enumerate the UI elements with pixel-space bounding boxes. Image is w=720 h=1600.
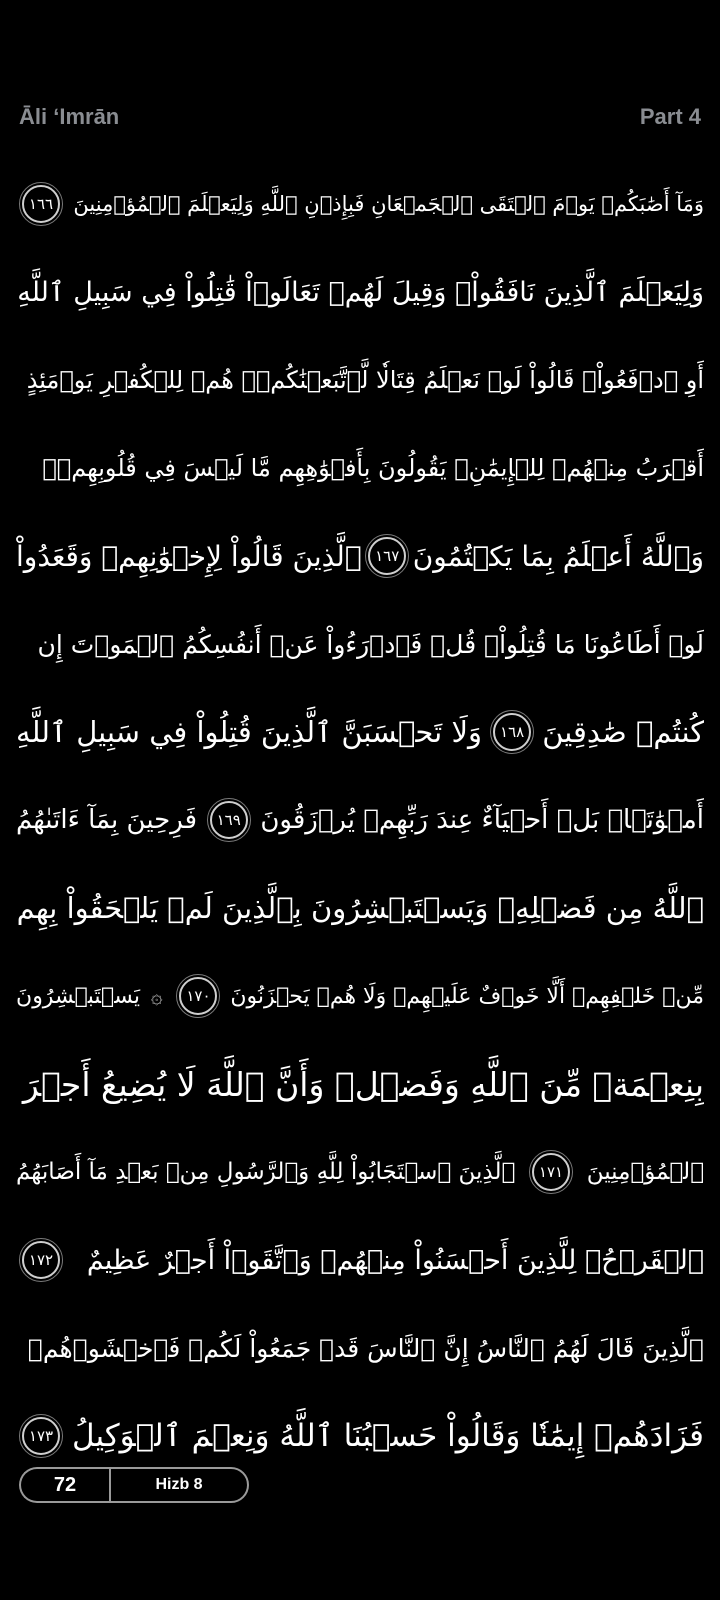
- hizb-badge[interactable]: [109, 1467, 249, 1503]
- verse-text[interactable]: وَمَآ أَصَٰبَكُمۡ يَوۡمَ ٱلۡتَقَى ٱلۡجَمۡعَانِ فَبِإِذۡنِ ٱللَّهِ وَلِيَعۡلَمَ ٱلۡمُؤۡمِنِينَ: [73, 192, 704, 216]
- verse-text[interactable]: ٱلَّذِينَ ٱسۡتَجَابُواْ لِلَّهِ وَٱلرَّسُولِ مِنۢ بَعۡدِ مَآ أَصَابَهُمُ: [16, 1159, 516, 1185]
- ayah-number-marker[interactable]: ١٦٦: [22, 185, 60, 223]
- ayah-number-marker[interactable]: ١٧٠: [179, 977, 217, 1015]
- verse-line[interactable]: [16, 424, 704, 512]
- verse-text[interactable]: بِنِعۡمَةٖ مِّنَ ٱللَّهِ وَفَضۡلٖ وَأَنَّ ٱللَّهَ لَا يُضِيعُ أَجۡرَ: [22, 1064, 704, 1104]
- ayah-number-marker[interactable]: ١٧٢: [22, 1241, 60, 1279]
- verse-line[interactable]: [16, 160, 704, 248]
- verse-line[interactable]: [16, 1040, 704, 1128]
- verse-text[interactable]: أَوِ ٱدۡفَعُواْۖ قَالُواْ لَوۡ نَعۡلَمُ قِتَالٗا لَّٱتَّبَعۡنَٰكُمۡۗ هُمۡ لِلۡكُفۡرِ يَوۡمَئِذٍ: [26, 366, 704, 394]
- verse-line[interactable]: [16, 512, 704, 600]
- page-footer: [19, 1468, 249, 1502]
- verse-line[interactable]: [16, 336, 704, 424]
- verse-text[interactable]: فَرِحِينَ بِمَآ ءَاتَىٰهُمُ: [16, 805, 198, 835]
- ayah-number-marker[interactable]: ١٦٨: [493, 713, 531, 751]
- juz-part: Part 4: [639, 104, 701, 129]
- verse-line[interactable]: [16, 776, 704, 864]
- verse-text[interactable]: كُنتُمۡ صَٰدِقِينَ: [542, 715, 704, 749]
- verse-text[interactable]: ٱلَّذِينَ قَالَ لَهُمُ ٱلنَّاسُ إِنَّ ٱلنَّاسَ قَدۡ جَمَعُواْ لَكُمۡ فَٱخۡشَوۡهُمۡ: [27, 1333, 704, 1363]
- verse-text[interactable]: ٱلَّذِينَ قَالُواْ لِإِخۡوَٰنِهِمۡ وَقَعَدُواْ: [16, 539, 362, 573]
- verse-text[interactable]: وَلِيَعۡلَمَ ٱلَّذِينَ نَافَقُواْۚ وَقِيلَ لَهُمۡ تَعَالَوۡاْ قَٰتِلُواْ فِي سَبِيلِ ٱللَّهِ: [17, 276, 704, 308]
- ayah-number-marker[interactable]: ١٦٧: [368, 537, 406, 575]
- verse-text[interactable]: فَزَادَهُمۡ إِيمَٰنٗا وَقَالُواْ حَسۡبُنَا ٱللَّهُ وَنِعۡمَ ٱلۡوَكِيلُ: [72, 1418, 704, 1454]
- verse-text[interactable]: ٱلۡقَرۡحُۚ لِلَّذِينَ أَحۡسَنُواْ مِنۡهُمۡ وَٱتَّقَوۡاْ أَجۡرٌ عَظِيمٌ: [86, 1244, 704, 1276]
- verse-line[interactable]: [16, 688, 704, 776]
- page-number: 72: [53, 1473, 77, 1496]
- verse-line[interactable]: [16, 1128, 704, 1216]
- verse-text[interactable]: ٱلۡمُؤۡمِنِينَ: [586, 1159, 704, 1185]
- verse-line[interactable]: [16, 1304, 704, 1392]
- verse-text[interactable]: يَسۡتَبۡشِرُونَ: [16, 983, 141, 1009]
- verse-text[interactable]: ٱللَّهُ مِن فَضۡلِهِۦ وَيَسۡتَبۡشِرُونَ بِٱلَّذِينَ لَمۡ يَلۡحَقُواْ بِهِم: [16, 891, 704, 925]
- surah-name: Āli ʻImrān: [19, 104, 120, 129]
- hizb-label: Hizb 8: [155, 1476, 203, 1493]
- rub-el-hizb-icon: ۞: [150, 984, 163, 1008]
- verse-text[interactable]: أَقۡرَبُ مِنۡهُمۡ لِلۡإِيمَٰنِۚ يَقُولُونَ بِأَفۡوَٰهِهِم مَّا لَيۡسَ فِي قُلُوبِهِمۡۚ: [42, 454, 704, 482]
- ayah-number-marker[interactable]: ١٧١: [532, 1153, 570, 1191]
- ayah-number-marker[interactable]: ١٦٩: [210, 801, 248, 839]
- verse-line[interactable]: [16, 952, 704, 1040]
- verse-text[interactable]: أَمۡوَٰتَۢاۚ بَلۡ أَحۡيَآءٌ عِندَ رَبِّهِمۡ يُرۡزَقُونَ: [260, 805, 704, 835]
- verse-line[interactable]: [16, 864, 704, 952]
- page-number-badge[interactable]: [19, 1467, 109, 1503]
- quran-page-text: [16, 160, 704, 1454]
- verse-line[interactable]: [16, 248, 704, 336]
- verse-text[interactable]: لَوۡ أَطَاعُونَا مَا قُتِلُواْۗ قُلۡ فَٱدۡرَءُواْ عَنۡ أَنفُسِكُمُ ٱلۡمَوۡتَ إِن: [37, 629, 704, 659]
- ayah-number-marker[interactable]: ١٧٣: [22, 1417, 60, 1455]
- page-header: [19, 100, 701, 134]
- verse-line[interactable]: [16, 600, 704, 688]
- verse-text[interactable]: مِّنۡ خَلۡفِهِمۡ أَلَّا خَوۡفٌ عَلَيۡهِمۡ وَلَا هُمۡ يَحۡزَنُونَ: [230, 983, 704, 1009]
- verse-line[interactable]: [16, 1216, 704, 1304]
- verse-text[interactable]: وَلَا تَحۡسَبَنَّ ٱلَّذِينَ قُتِلُواْ فِي سَبِيلِ ٱللَّهِ: [16, 715, 482, 749]
- verse-text[interactable]: وَٱللَّهُ أَعۡلَمُ بِمَا يَكۡتُمُونَ: [412, 539, 704, 573]
